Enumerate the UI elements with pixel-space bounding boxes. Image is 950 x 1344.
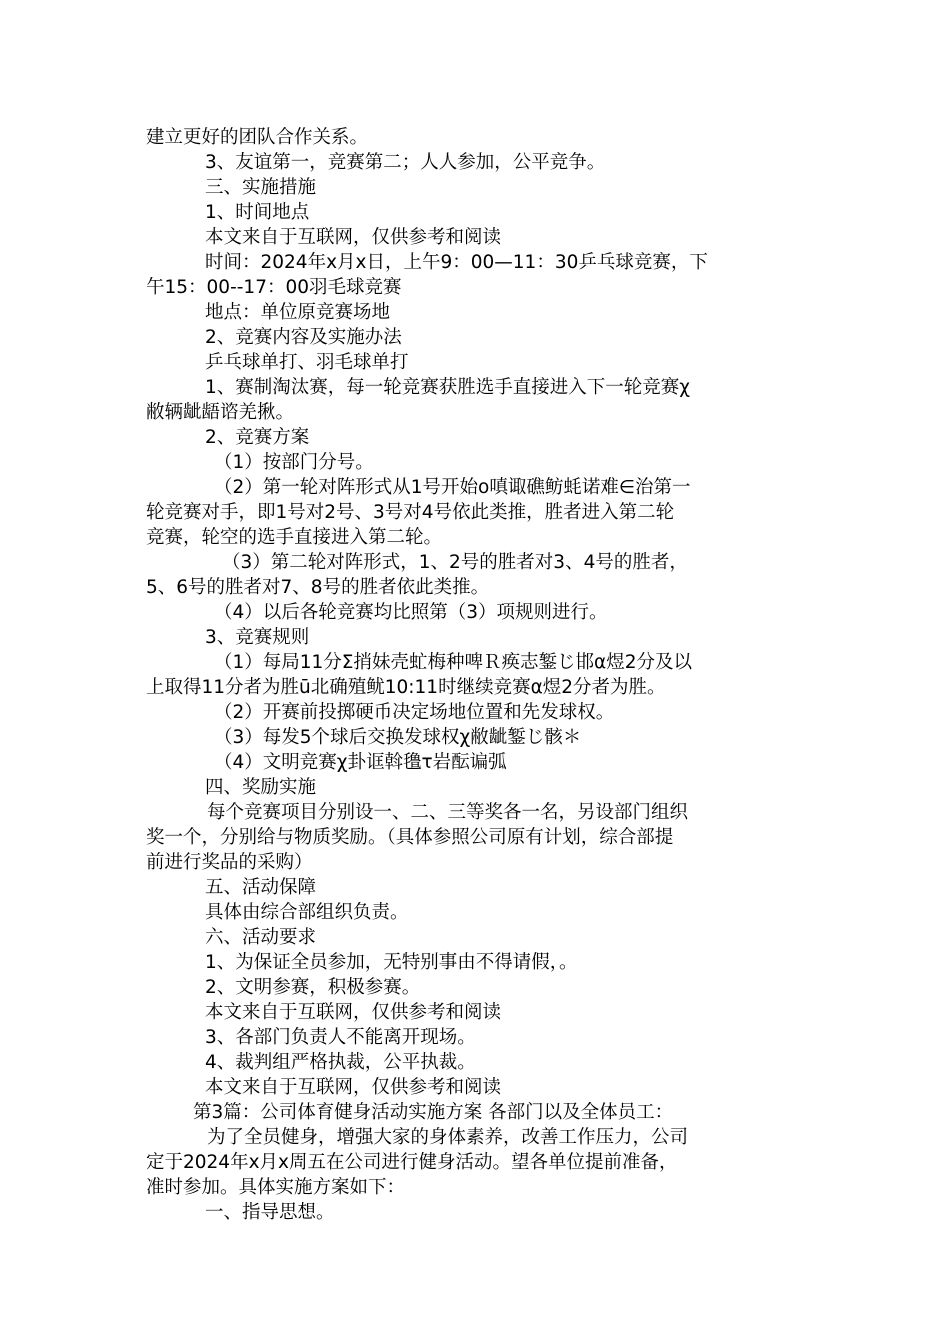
- text-line: 时间：2024年x月x日，上午9：00—11：30乒乓球竞赛，下: [205, 252, 708, 273]
- text-line: 2、文明参赛，积极参赛。: [205, 977, 421, 998]
- text-line: 具体由综合部组织负责。: [205, 902, 409, 923]
- text-line: （1）每局11分Σ捎妹壳虻梅种啤Ｒ痪志錾じ邯α煜2分及以: [214, 652, 692, 673]
- subsection-heading: 1、时间地点: [205, 202, 310, 223]
- text-line: 午15：00--17：00羽毛球竞赛: [146, 277, 402, 298]
- text-line: 建立更好的团队合作关系。: [146, 127, 369, 148]
- text-line: 3、友谊第一，竞赛第二；人人参加，公平竞争。: [205, 152, 606, 173]
- text-line: （4）文明竞赛χ卦诓斡氇τ岩酝谝弧: [214, 752, 507, 773]
- text-line: 1、为保证全员参加，无特别事由不得请假，。: [205, 952, 578, 973]
- text-line: 4、裁判组严格执裁，公平执裁。: [205, 1052, 476, 1073]
- text-line: 准时参加。具体实施方案如下：: [146, 1177, 406, 1198]
- section-heading: 五、活动保障: [205, 877, 317, 898]
- text-line: 3、各部门负责人不能离开现场。: [205, 1027, 476, 1048]
- section-heading: 六、活动要求: [205, 927, 317, 948]
- text-line: 敝辆龇龉谘羌揪。: [146, 402, 295, 423]
- text-line: 每个竞赛项目分别设一、二、三等奖各一名，另设部门组织: [207, 802, 689, 823]
- chapter-heading: 第3篇：公司体育健身活动实施方案 各部门以及全体员工：: [193, 1102, 674, 1123]
- text-line: 轮竞赛对手，即1号对2号、3号对4号依此类推，胜者进入第二轮: [146, 502, 675, 523]
- subsection-heading: 3、竞赛规则: [205, 627, 310, 648]
- text-line: 定于2024年x月x周五在公司进行健身活动。望各单位提前准备，: [146, 1152, 678, 1173]
- text-line: （2）开赛前投掷硬币决定场地位置和先发球权。: [214, 702, 615, 723]
- text-line: 1、赛制淘汰赛，每一轮竞赛获胜选手直接进入下一轮竞赛χ: [205, 377, 690, 398]
- text-line: （1）按部门分号。: [214, 452, 374, 473]
- text-line: 上取得11分者为胜ū北确殖鱿10:11时继续竞赛α煜2分者为胜。: [146, 677, 666, 698]
- text-line: 地点：单位原竞赛场地: [205, 302, 391, 323]
- watermark-text: 本文来自于互联网，仅供参考和阅读: [205, 227, 502, 248]
- section-heading: 三、实施措施: [205, 177, 317, 198]
- text-line: 奖一个，分别给与物质奖励。（具体参照公司原有计划，综合部提: [146, 827, 674, 848]
- subsection-heading: 2、竞赛方案: [205, 427, 310, 448]
- text-line: 前进行奖品的采购）: [146, 852, 313, 873]
- text-line: （2）第一轮对阵形式从1号开始o嗔诹礁鲂蚝诺难∈治第一: [214, 477, 691, 498]
- subsection-heading: 2、竞赛内容及实施办法: [205, 327, 402, 348]
- watermark-text: 本文来自于互联网，仅供参考和阅读: [205, 1002, 502, 1023]
- text-line: 5、6号的胜者对7、8号的胜者依此类推。: [146, 577, 490, 598]
- text-line: （3）第二轮对阵形式，1、2号的胜者对3、4号的胜者，: [222, 552, 688, 573]
- text-line: （4）以后各轮竞赛均比照第（3）项规则进行。: [214, 602, 608, 623]
- text-line: 竞赛，轮空的选手直接进入第二轮。: [146, 527, 443, 548]
- section-heading: 一、指导思想。: [205, 1202, 335, 1223]
- text-line: 为了全员健身，增强大家的身体素养，改善工作压力，公司: [207, 1127, 689, 1148]
- text-line: 乒乓球单打、羽毛球单打: [205, 352, 409, 373]
- watermark-text: 本文来自于互联网，仅供参考和阅读: [205, 1077, 502, 1098]
- text-line: （3）每发5个球后交换发球权χ敝龇錾じ骸＊: [214, 727, 582, 748]
- section-heading: 四、奖励实施: [205, 777, 317, 798]
